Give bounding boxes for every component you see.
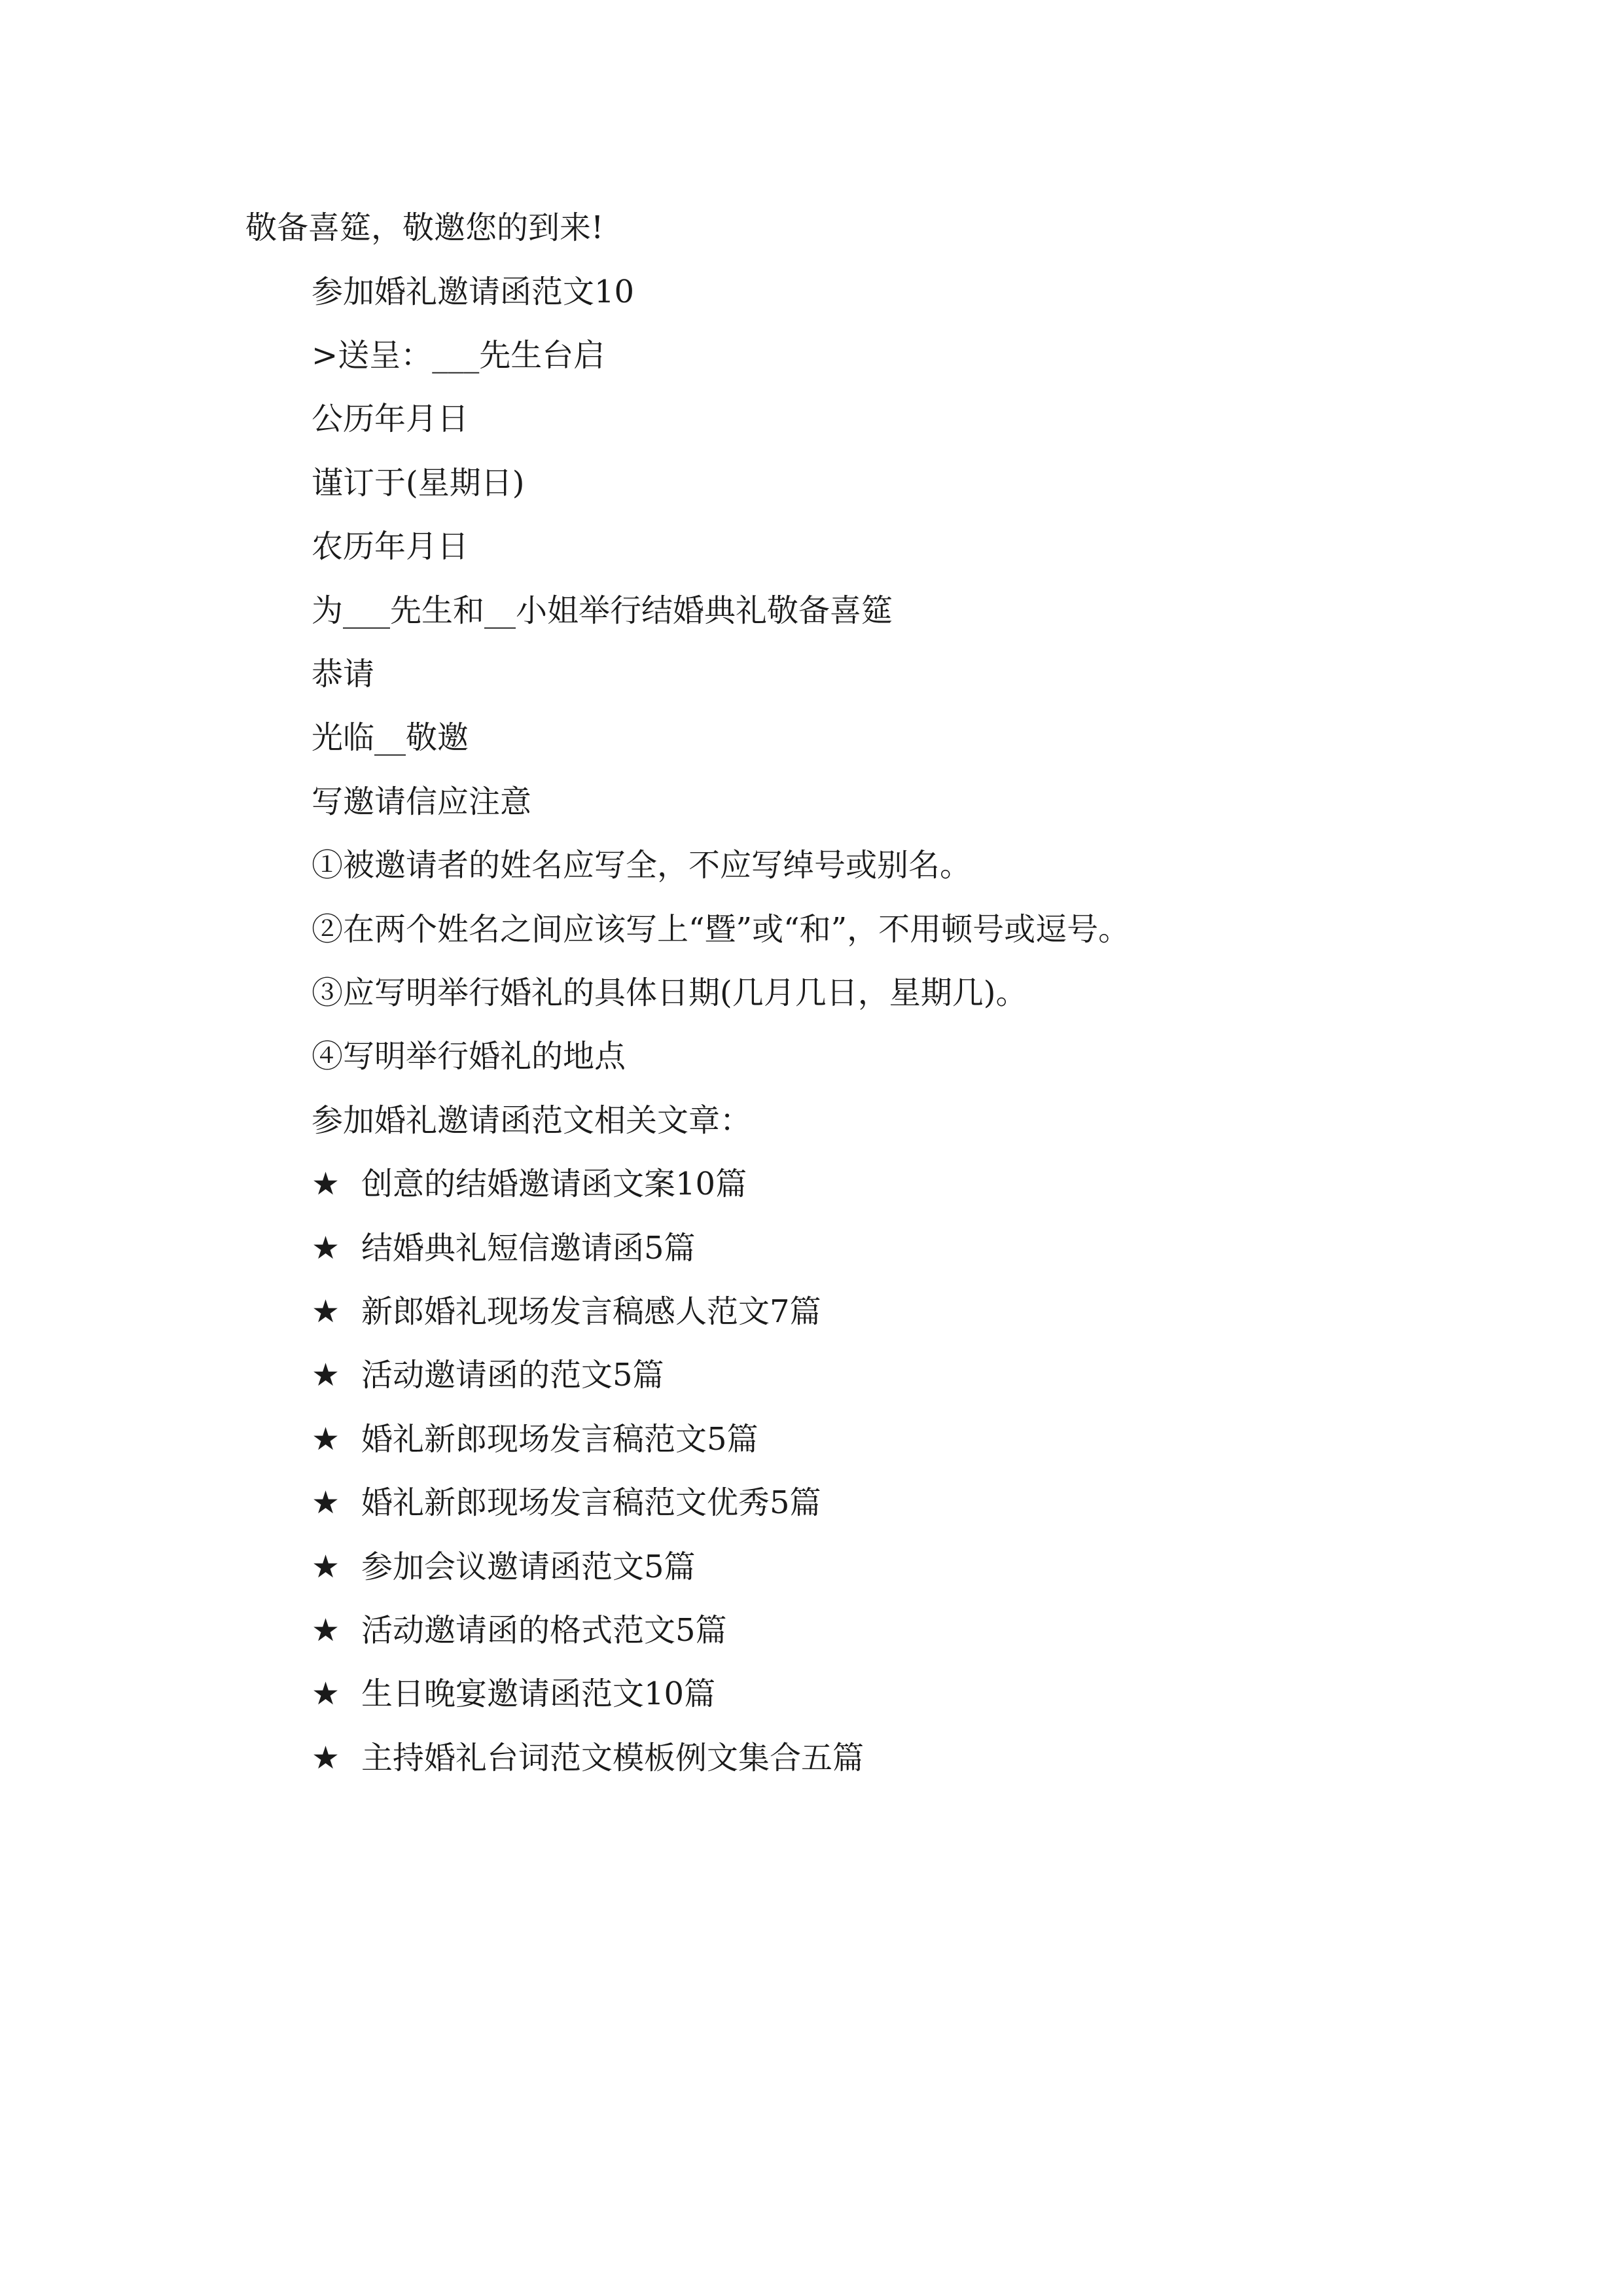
related-article-link[interactable]	[312, 1674, 715, 1713]
star-icon: ★	[312, 1421, 340, 1458]
star-icon: ★	[312, 1612, 340, 1649]
star-icon: ★	[312, 1230, 340, 1266]
related-article-link[interactable]	[312, 1229, 696, 1268]
related-article-title[interactable]: 结婚典礼短信邀请函5篇	[361, 1230, 696, 1266]
related-article-link[interactable]	[312, 1355, 664, 1395]
related-article-link[interactable]	[312, 1547, 696, 1587]
star-icon: ★	[312, 1357, 340, 1393]
related-article-title[interactable]: 参加会议邀请函范文5篇	[361, 1549, 696, 1585]
related-article-title[interactable]: 创意的结婚邀请函文案10篇	[361, 1166, 747, 1202]
star-icon: ★	[312, 1166, 340, 1202]
gregorian-date-line: 公历年月日	[312, 401, 469, 437]
note-item: ①被邀请者的姓名应写全，不应写绰号或别名。	[312, 847, 972, 884]
related-article-title[interactable]: 婚礼新郎现场发言稿范文优秀5篇	[361, 1484, 821, 1521]
star-icon: ★	[312, 1484, 340, 1521]
note-item: ②在两个姓名之间应该写上“暨”或“和”，不用顿号或逗号。	[312, 911, 1130, 948]
related-article-link[interactable]	[312, 1164, 747, 1204]
related-article-link[interactable]	[312, 1292, 821, 1331]
related-article-title[interactable]: 婚礼新郎现场发言稿范文5篇	[361, 1421, 758, 1458]
related-article-link[interactable]	[312, 1611, 727, 1650]
related-article-link[interactable]	[312, 1483, 821, 1522]
sample-title: 参加婚礼邀请函范文10	[312, 274, 635, 310]
related-article-link[interactable]	[312, 1420, 758, 1459]
note-item: ③应写明举行婚礼的具体日期(几月几日，星期几)。	[312, 975, 1027, 1011]
ceremony-line: 为___先生和__小姐举行结婚典礼敬备喜筵	[312, 592, 893, 629]
weekday-line: 谨订于(星期日)	[312, 465, 525, 501]
related-heading: 参加婚礼邀请函范文相关文章：	[312, 1102, 752, 1139]
star-icon: ★	[312, 1676, 340, 1712]
invite-line: 恭请	[312, 656, 375, 692]
note-item: ④写明举行婚礼的地点	[312, 1038, 626, 1075]
lunar-date-line: 农历年月日	[312, 528, 469, 565]
related-article-title[interactable]: 生日晚宴邀请函范文10篇	[361, 1676, 716, 1712]
notes-heading: 写邀请信应注意	[312, 783, 532, 820]
star-icon: ★	[312, 1549, 340, 1585]
related-article-title[interactable]: 活动邀请函的格式范文5篇	[361, 1612, 727, 1649]
attendance-line: 光临__敬邀	[312, 719, 469, 756]
star-icon: ★	[312, 1293, 340, 1330]
recipient-line: >送呈：___先生台启	[312, 337, 605, 374]
related-article-title[interactable]: 活动邀请函的范文5篇	[361, 1357, 664, 1393]
opening-line: 敬备喜筵，敬邀您的到来!	[245, 209, 604, 246]
related-article-title[interactable]: 主持婚礼台词范文模板例文集合五篇	[361, 1740, 865, 1776]
related-article-link[interactable]	[312, 1738, 864, 1778]
related-article-title[interactable]: 新郎婚礼现场发言稿感人范文7篇	[361, 1293, 821, 1330]
star-icon: ★	[312, 1740, 340, 1776]
